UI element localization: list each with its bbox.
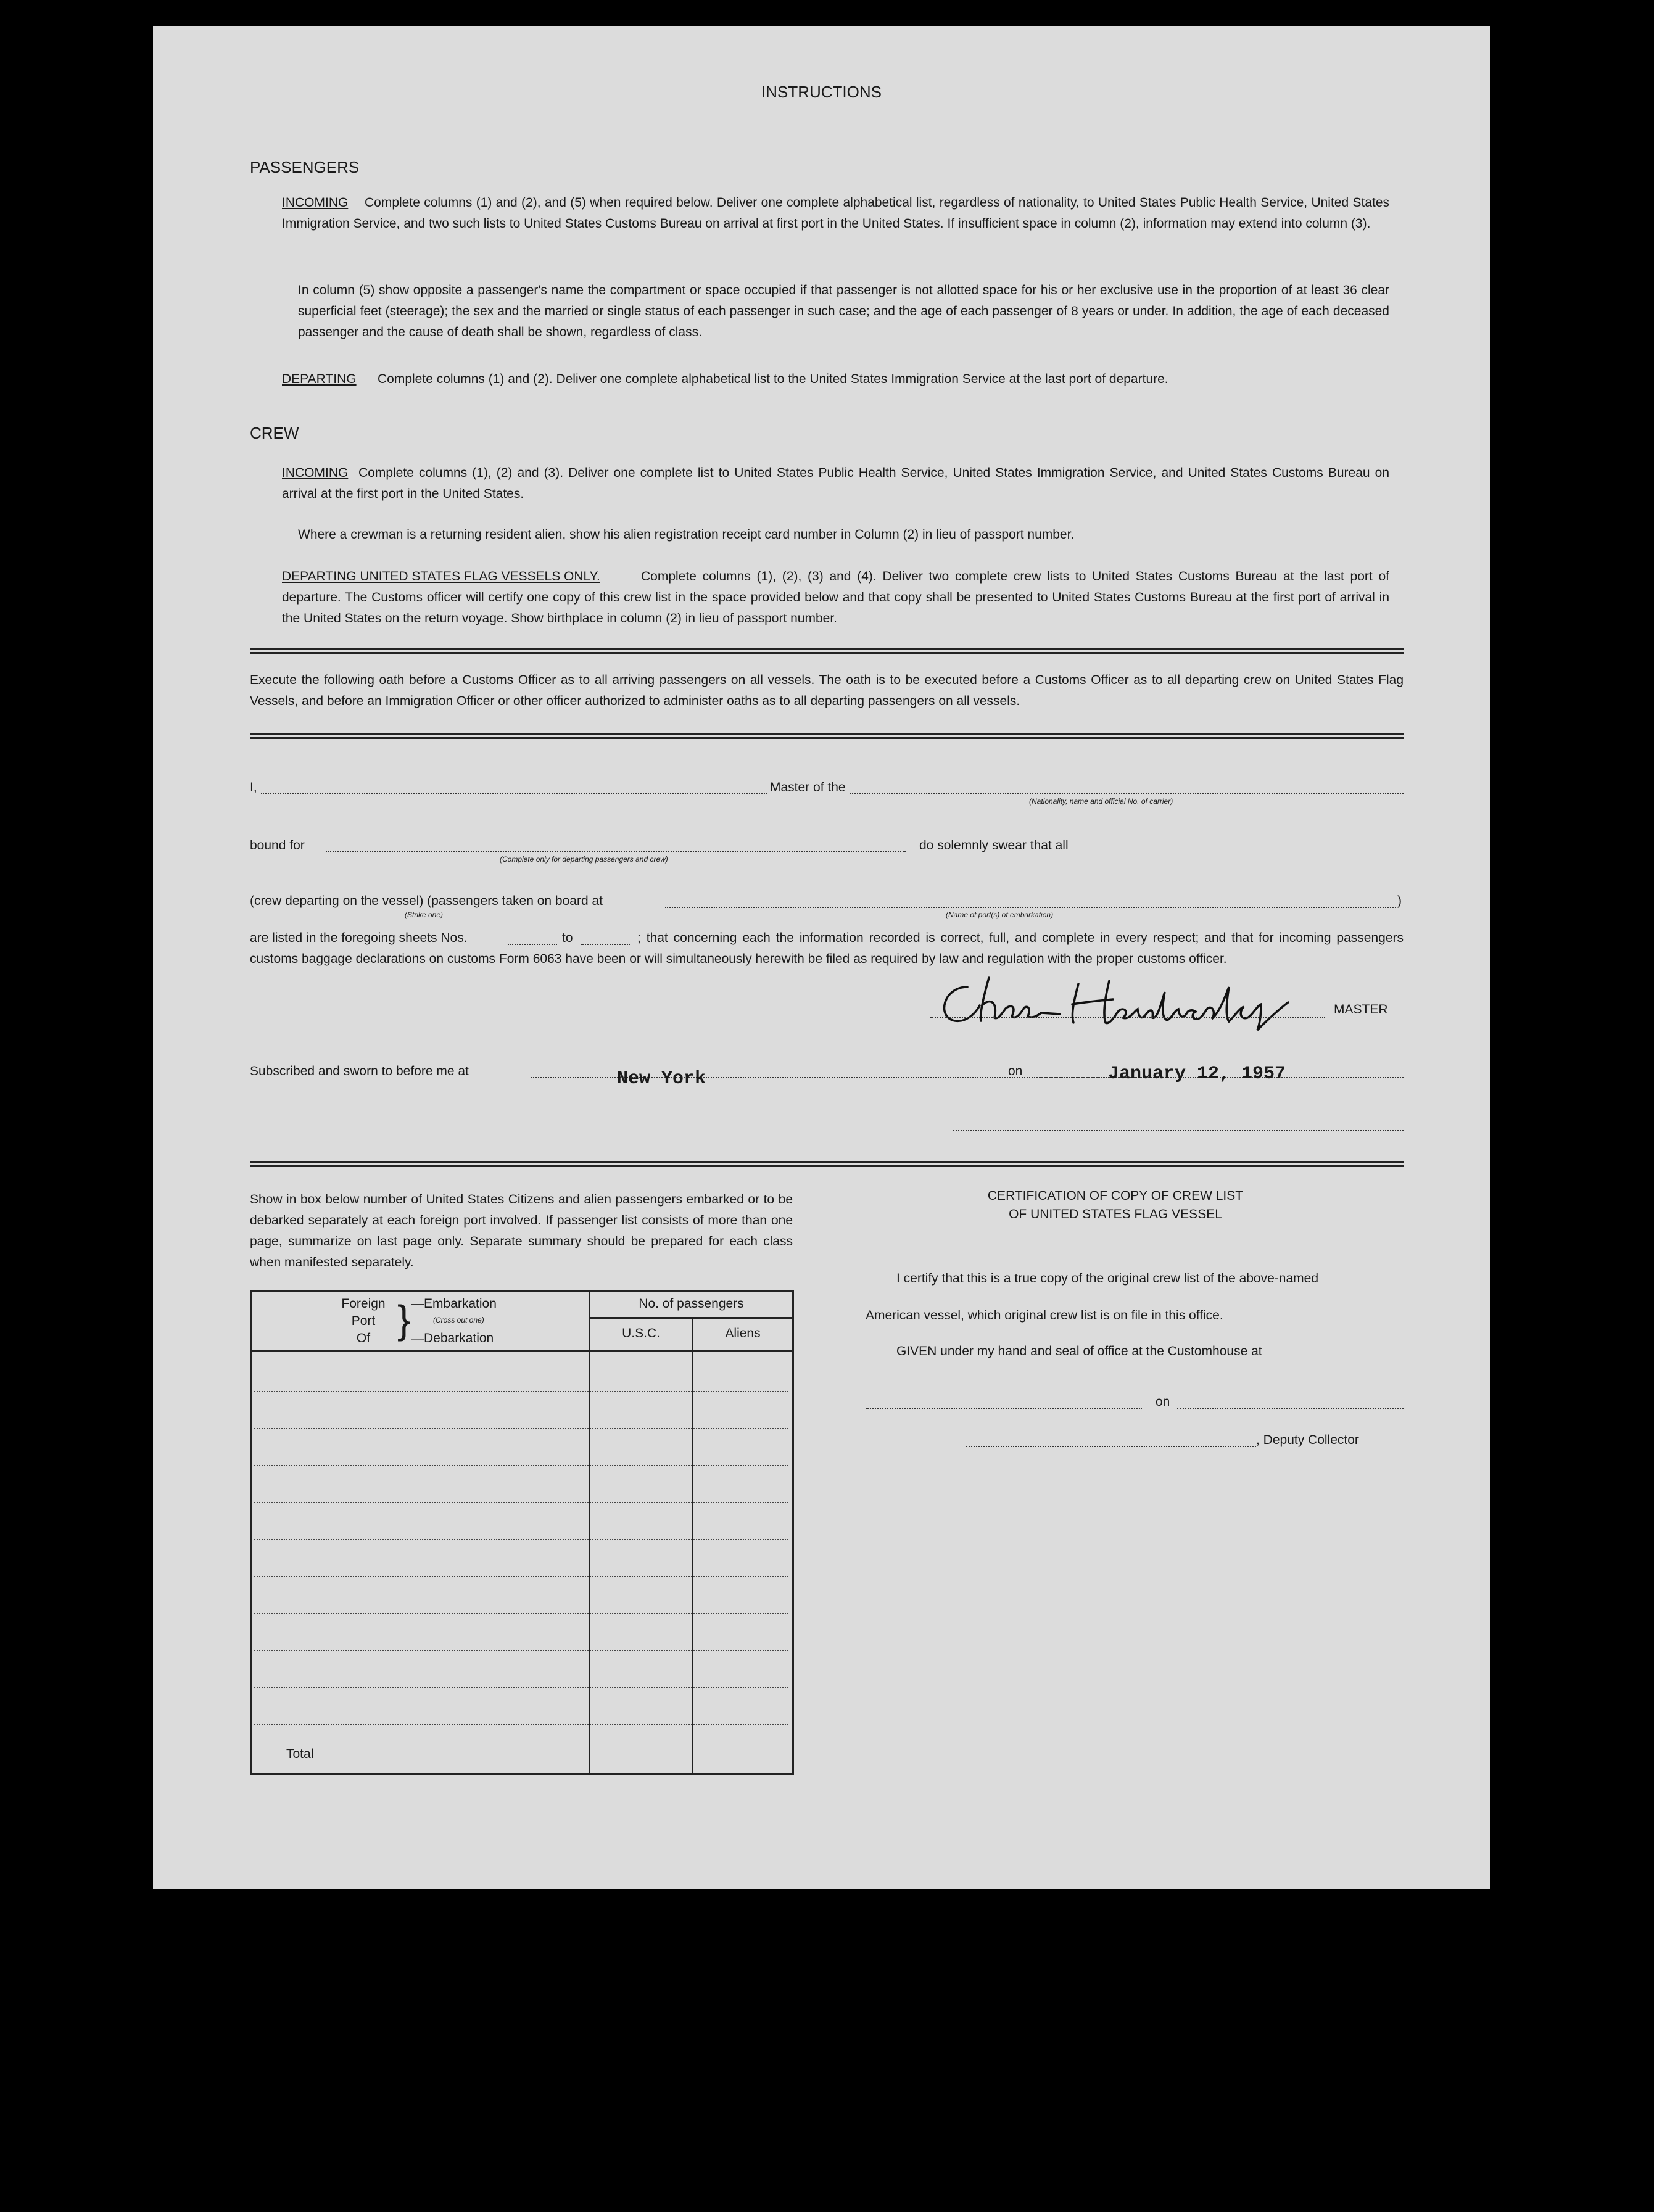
strike-one-note: (Strike one)	[405, 910, 444, 919]
nationality-note: (Nationality, name and official No. of carrier)	[1029, 797, 1173, 806]
table-row[interactable]	[254, 1539, 788, 1540]
crew-departing-text: Complete columns (1), (2), (3) and (4). Deliver two complete crew lists to United States Customs Bureau at the last port of departure. The Customs officer will certify one copy of this crew list in the space provided below and that copy shall be presented to United States Customs Bureau at the first port of arrival in the United States on the return voyage. Show birthplace in column (2) in lieu of passport number.	[282, 569, 1389, 625]
table-row[interactable]	[254, 1724, 788, 1725]
col-aliens: Aliens	[725, 1326, 761, 1340]
col-no-passengers: No. of passengers	[639, 1297, 744, 1311]
section-divider	[250, 1161, 1404, 1167]
col-cross-out: (Cross out one)	[433, 1316, 484, 1324]
deputy-collector-field[interactable]	[966, 1446, 1256, 1447]
col-debarkation: —Debarkation	[411, 1331, 494, 1345]
summary-instructions: Show in box below number of United States Citizens and alien passengers embarked or to be debarked separately at each foreign port involved. If passenger list consists of more than one page, summarize on last page only. Separate summary should be prepared for each class when manifested separately.	[250, 1192, 793, 1269]
listed-text-a: are listed in the foregoing sheets Nos.	[250, 931, 468, 945]
certification-on-label: on	[1156, 1395, 1170, 1409]
section-divider	[250, 648, 1404, 654]
form-page	[153, 26, 1490, 1889]
crew-incoming-text: Complete columns (1), (2) and (3). Deliver one complete list to United States Public Health Service, United States Immigration Service, and United States Customs Bureau on arrival at the first port in the United States.	[282, 466, 1389, 501]
brace-icon: }	[397, 1297, 411, 1342]
port-field[interactable]	[665, 907, 1396, 908]
deputy-collector-label: , Deputy Collector	[1256, 1433, 1359, 1447]
complete-only-note: (Complete only for departing passengers and crew)	[500, 855, 668, 864]
master-label: MASTER	[1334, 1002, 1388, 1017]
close-paren: )	[1397, 894, 1402, 908]
table-row[interactable]	[254, 1391, 788, 1392]
passengers-departing-text: Complete columns (1) and (2). Deliver one complete alphabetical list to the United States Immigration Service at the last port of departure.	[378, 372, 1168, 386]
passengers-incoming-text: Complete columns (1) and (2), and (5) when required below. Deliver one complete alphabetical list, regardless of nationality, to United States Public Health Service, United States Immigration Service, and two such lists to United States Customs Bureau on arrival at first port in the United States. If insufficient space in column (2), information may extend into column (3).	[282, 196, 1389, 231]
bound-for-field[interactable]	[326, 851, 906, 852]
certification-line-1: I certify that this is a true copy of the original crew list of the above-named	[896, 1271, 1318, 1286]
listed-text-b: ; that concerning each the information recorded is correct, full, and complete in every respect; and that for incoming passengers customs baggage declarations on customs Form 6063 have been or will simultaneously herewith be filed as required by law and regulation with the proper customs officer.	[250, 931, 1404, 966]
table-row[interactable]	[254, 1428, 788, 1429]
certification-title-2: OF UNITED STATES FLAG VESSEL	[1009, 1207, 1222, 1221]
bound-for-label: bound for	[250, 838, 305, 852]
table-row[interactable]	[254, 1576, 788, 1577]
master-of-label: Master of the	[770, 780, 846, 794]
listed-to: to	[562, 931, 573, 945]
certification-line-2: American vessel, which original crew list is on file in this office.	[866, 1308, 1223, 1323]
master-name-field[interactable]	[261, 793, 767, 794]
oath-i-label: I,	[250, 780, 257, 794]
passengers-departing-label: DEPARTING	[282, 372, 357, 386]
section-divider	[250, 733, 1404, 739]
table-row[interactable]	[254, 1502, 788, 1503]
certification-title-1: CERTIFICATION OF COPY OF CREW LIST	[987, 1189, 1244, 1203]
col-port: Port	[351, 1314, 376, 1328]
certification-date-field[interactable]	[1177, 1408, 1404, 1409]
crew-resident-text: Where a crewman is a returning resident alien, show his alien registration receipt card number in Column (2) in lieu of passport number.	[298, 527, 1075, 542]
col-embarkation: —Embarkation	[411, 1297, 497, 1311]
certification-line-3: GIVEN under my hand and seal of office at the Customhouse at	[896, 1344, 1262, 1358]
total-label: Total	[286, 1747, 314, 1761]
page-title: INSTRUCTIONS	[761, 83, 882, 101]
swear-text: do solemnly swear that all	[919, 838, 1069, 852]
passenger-summary-table	[250, 1290, 794, 1775]
date-value: January 12, 1957	[1108, 1063, 1286, 1084]
table-row[interactable]	[254, 1650, 788, 1651]
signature-line	[930, 1017, 1325, 1018]
crew-passengers-text: (crew departing on the vessel) (passengers taken on board at	[250, 894, 603, 908]
col-of: Of	[356, 1331, 371, 1345]
passengers-heading: PASSENGERS	[250, 158, 360, 176]
col-usc: U.S.C.	[622, 1326, 660, 1340]
port-note: (Name of port(s) of embarkation)	[946, 910, 1054, 919]
customhouse-field[interactable]	[866, 1408, 1142, 1409]
col-foreign: Foreign	[341, 1297, 386, 1311]
table-row[interactable]	[254, 1613, 788, 1614]
on-label: on	[1008, 1064, 1023, 1078]
location-value: New York	[617, 1068, 706, 1089]
passengers-incoming-label: INCOMING	[282, 196, 349, 210]
table-row[interactable]	[254, 1687, 788, 1688]
master-signature	[930, 968, 1313, 1036]
crew-incoming-label: INCOMING	[282, 466, 349, 480]
oath-intro-text: Execute the following oath before a Customs Officer as to all arriving passengers on all vessels. The oath is to be executed before a Customs Officer as to all departing crew on United States Flag Vessels, and before an Immigration Officer or other officer authorized to administer oaths as to all departing passengers on all vessels.	[250, 673, 1404, 708]
crew-heading: CREW	[250, 424, 299, 442]
vessel-field[interactable]	[850, 793, 1404, 794]
crew-departing-label: DEPARTING UNITED STATES FLAG VESSELS ONLY.	[282, 569, 600, 584]
subscribed-label: Subscribed and sworn to before me at	[250, 1064, 469, 1078]
passengers-column5-text: In column (5) show opposite a passenger's name the compartment or space occupied if that passenger is not allotted space for his or her exclusive use in the proportion of at least 36 clear superficial feet (steerage); the sex and the married or single status of each passenger in such case; and the age of each passenger of 8 years or under. In addition, the age of each deceased passenger and the cause of death shall be shown, regardless of class.	[298, 283, 1389, 339]
table-row[interactable]	[254, 1465, 788, 1466]
officer-signature-line[interactable]	[953, 1130, 1404, 1131]
